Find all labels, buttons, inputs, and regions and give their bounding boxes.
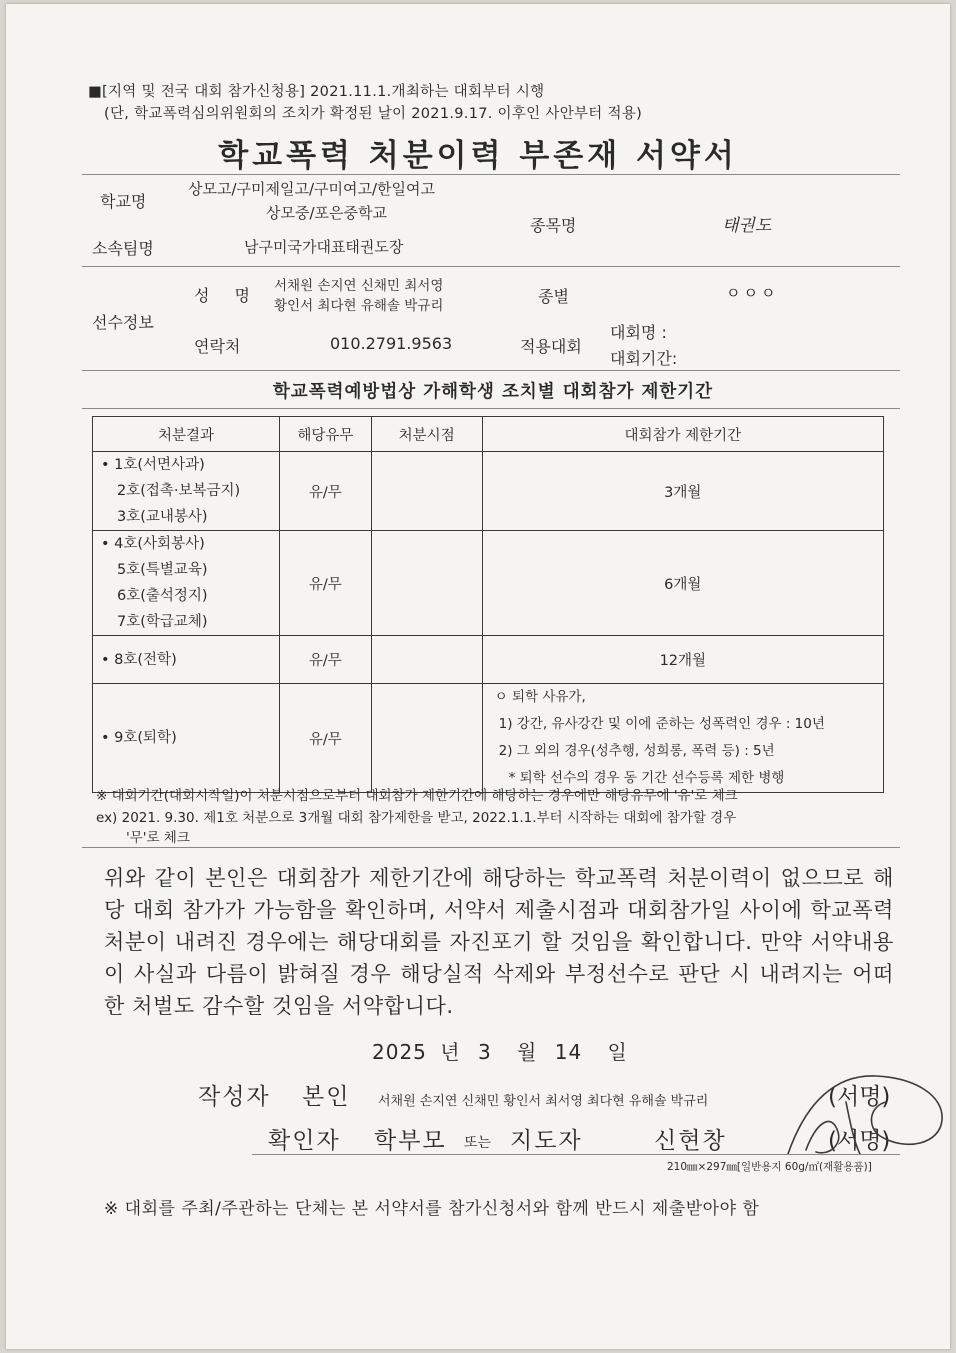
date-year-unit: 년 xyxy=(440,1040,461,1064)
gender-label: 종별 xyxy=(538,287,569,306)
date-year: 2025 xyxy=(372,1040,427,1064)
notice-line-1: ■[지역 및 전국 대회 참가신청용] 2021.11.1.개최하는 대회부터 시행 xyxy=(88,84,545,100)
divider xyxy=(82,174,900,175)
note-example: ex) 2021. 9.30. 제1호 처분으로 3개월 대회 참가제한을 받고, 2022.1.1.부터 시작하는 대회에 참가할 경우 xyxy=(96,810,737,826)
player-names-1: 서채원 손지연 신채민 최서영 xyxy=(274,278,444,294)
date-day-unit: 일 xyxy=(607,1040,628,1064)
header-disposition: 처분결과 xyxy=(93,417,280,452)
disposition-date-cell xyxy=(371,531,482,636)
event-name-label: 대회명 : xyxy=(610,323,667,342)
divider xyxy=(82,370,900,371)
divider xyxy=(82,408,900,409)
writer-names: 서채원 손지연 신채민 황인서 최서영 최다현 유해솔 박규리 xyxy=(378,1094,709,1109)
limit-cell xyxy=(482,684,883,793)
expulsion-note: * 퇴학 선수의 경우 동 기간 선수등록 제한 병행 xyxy=(508,770,785,786)
name-label: 성 명 xyxy=(194,286,260,305)
disposition-cell xyxy=(93,684,280,793)
disposition-item: • 1호(서면사과) xyxy=(101,457,205,473)
disposition-item: 2호(접촉·보복금지) xyxy=(117,483,241,499)
note-checking: ※ 대회기간(대회시작일)이 처분시점으로부터 대회참가 제한기간에 해당하는 경우에만 해당유무에 '유'로 체크 xyxy=(96,788,738,804)
school-value-1: 상모고/구미제일고/구미여고/한일여고 xyxy=(188,180,436,198)
date-day: 14 xyxy=(554,1040,583,1064)
disposition-date-cell xyxy=(371,452,482,531)
writer-role: 본인 xyxy=(302,1084,351,1110)
disposition-date-cell xyxy=(371,684,482,793)
event-label: 적용대회 xyxy=(520,337,582,356)
table-row xyxy=(93,636,884,684)
limit-cell: 3개월 xyxy=(482,452,883,531)
confirm-sign-mark: (서명) xyxy=(828,1128,891,1154)
restriction-table xyxy=(92,416,884,793)
expulsion-note: 2) 그 외의 경우(성추행, 성희롱, 폭력 등) : 5년 xyxy=(498,743,775,759)
limit-cell: 12개월 xyxy=(482,636,883,684)
disposition-item: • 4호(사회봉사) xyxy=(101,536,205,552)
section-subtitle: 학교폭력예방법상 가해학생 조치별 대회참가 제한기간 xyxy=(272,382,714,402)
header-disposition-date: 처분시점 xyxy=(371,417,482,452)
date-month: 3 xyxy=(477,1040,492,1064)
disposition-item: • 9호(퇴학) xyxy=(101,730,177,746)
handwritten-signature-icon xyxy=(776,1062,956,1162)
table-row xyxy=(93,684,884,793)
contact-label: 연락처 xyxy=(194,337,241,356)
player-names-2: 황인서 최다현 유해솔 박규리 xyxy=(274,298,444,314)
footer-note: ※ 대회를 주최/주관하는 단체는 본 서약서를 참가신청서와 함께 반드시 제출받아야 함 xyxy=(104,1199,760,1219)
limit-cell: 6개월 xyxy=(482,531,883,636)
table-row xyxy=(93,452,884,531)
table-header-row xyxy=(93,417,884,452)
table-row xyxy=(93,531,884,636)
expulsion-note: 1) 강간, 유사강간 및 이에 준하는 성폭력인 경우 : 10년 xyxy=(498,716,825,732)
disposition-date-cell xyxy=(371,636,482,684)
contact-value: 010.2791.9563 xyxy=(330,334,453,353)
team-value: 남구미국가대표태권도장 xyxy=(244,238,404,256)
paper-spec: 210㎜×297㎜[일반용지 60g/㎡(재활용품)] xyxy=(667,1161,872,1173)
applies-cell: 유/무 xyxy=(279,636,371,684)
disposition-cell xyxy=(93,531,280,636)
sport-label: 종목명 xyxy=(530,216,577,235)
disposition-item: 7호(학급교체) xyxy=(117,614,208,630)
header-limit-period: 대회참가 제한기간 xyxy=(482,417,883,452)
pledge-paragraph: 위와 같이 본인은 대회참가 제한기간에 해당하는 학교폭력 처분이력이 없으므로 해당 대회 참가가 가능함을 확인하며, 서약서 제출시점과 대회참가일 사이에 학교폭력 처분이 내려진 경우에는 해당대회를 자진포기 할 것임을 확인합니다. 만약 서약내용이 사실과 다름이 밝혀질 경우 해당실적 삭제와 부정선수로 판단 시 내려지는 어떠한 처벌도 감수할 것임을 서약합니다. xyxy=(104,866,894,1018)
confirm-label: 확인자 xyxy=(268,1128,341,1154)
gender-value: ㅇㅇㅇ xyxy=(726,284,779,302)
disposition-cell xyxy=(93,636,280,684)
school-value-2: 상모중/포은중학교 xyxy=(266,204,387,222)
expulsion-note: ㅇ 퇴학 사유가, xyxy=(494,689,586,705)
date-month-unit: 월 xyxy=(517,1040,538,1064)
header-applies: 해당유무 xyxy=(279,417,371,452)
notice-line-2: (단, 학교폭력심의위원회의 조치가 확정된 날이 2021.9.17. 이후인 사안부터 적용) xyxy=(104,106,643,122)
writer-label: 작성자 xyxy=(198,1084,271,1110)
applies-cell: 유/무 xyxy=(279,684,371,793)
disposition-item: 5호(특별교육) xyxy=(117,562,208,578)
school-label: 학교명 xyxy=(100,192,147,211)
divider xyxy=(82,266,900,267)
or-label: 또는 xyxy=(464,1135,492,1151)
confirm-role-parent: 학부모 xyxy=(374,1128,447,1154)
applies-cell: 유/무 xyxy=(279,531,371,636)
note-example-cont: '무'로 체크 xyxy=(126,830,190,846)
divider xyxy=(82,847,900,848)
page-title: 학교폭력 처분이력 부존재 서약서 xyxy=(218,138,738,174)
disposition-item: 3호(교내봉사) xyxy=(117,509,208,525)
applies-cell: 유/무 xyxy=(279,452,371,531)
disposition-item: 6호(출석정지) xyxy=(117,588,208,604)
disposition-cell xyxy=(93,452,280,531)
pledge-date xyxy=(372,1036,628,1065)
event-period-label: 대회기간: xyxy=(610,349,678,368)
confirm-role-coach: 지도자 xyxy=(510,1128,583,1154)
team-label: 소속팀명 xyxy=(92,239,154,258)
disposition-item: • 8호(전학) xyxy=(101,651,177,668)
player-info-label: 선수정보 xyxy=(92,313,154,332)
divider xyxy=(252,1154,900,1155)
confirm-name: 신현창 xyxy=(654,1128,727,1154)
sport-value: 태권도 xyxy=(722,216,772,236)
writer-sign-mark: (서명) xyxy=(828,1084,891,1110)
